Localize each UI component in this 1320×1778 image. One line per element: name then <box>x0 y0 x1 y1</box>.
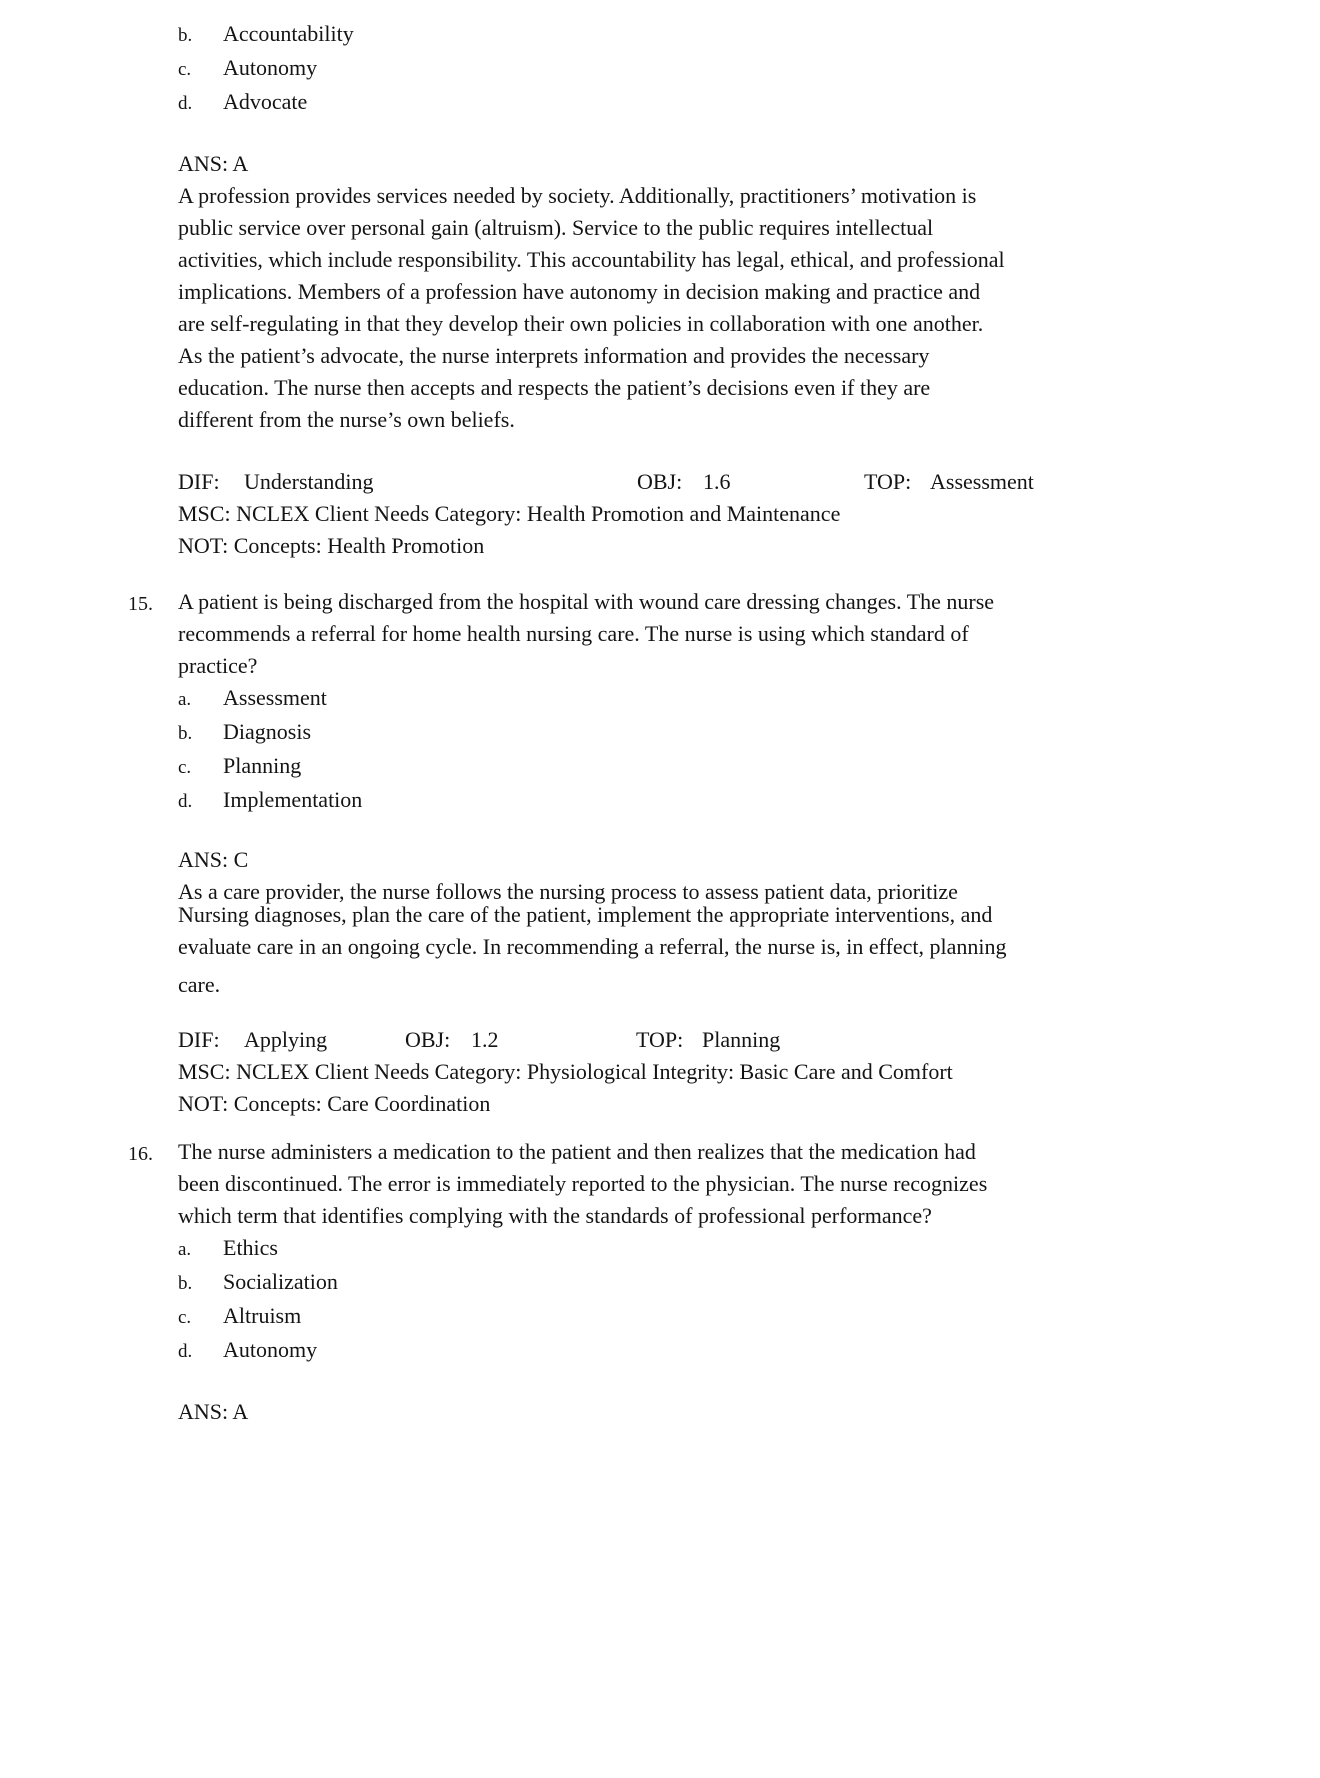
option-letter: d. <box>178 93 193 114</box>
obj-label: OBJ: <box>405 1027 451 1052</box>
option-letter: d. <box>178 1341 193 1362</box>
option-letter: b. <box>178 25 193 46</box>
answer-option <box>178 750 1320 784</box>
answer-option <box>178 1266 1320 1300</box>
msc-line: MSC: NCLEX Client Needs Category: Health Promotion and Maintenance <box>178 501 841 526</box>
option-text: Ethics <box>223 1235 278 1260</box>
question-14-block <box>0 18 1320 562</box>
obj-value: 1.2 <box>471 1027 499 1052</box>
question-number: 15. <box>128 593 153 615</box>
answer-line: ANS: A <box>178 151 249 176</box>
answer-line: ANS: C <box>178 847 249 872</box>
obj-cell <box>637 466 864 498</box>
answer-option <box>178 1334 1320 1368</box>
answer-option <box>178 716 1320 750</box>
not-line: NOT: Concepts: Care Coordination <box>178 1091 491 1116</box>
option-letter: c. <box>178 1307 192 1328</box>
option-text: Planning <box>223 753 302 778</box>
dif-cell <box>178 1024 405 1056</box>
dif-cell <box>178 466 637 498</box>
obj-label: OBJ: <box>637 469 683 494</box>
not-line: NOT: Concepts: Health Promotion <box>178 533 485 558</box>
option-letter: c. <box>178 59 192 80</box>
top-label: TOP: <box>636 1027 684 1052</box>
answer-option <box>178 18 1320 52</box>
question-text: The nurse administers a medication to the patient and then realizes that the medication had been discontinued. The error is immediately reported to the physician. The nurse recognizes which term that identifies complying with the standards of professional performance? <box>178 1139 988 1228</box>
option-text: Altruism <box>223 1303 302 1328</box>
option-text: Autonomy <box>223 1337 318 1362</box>
question-text: A patient is being discharged from the hospital with wound care dressing changes. The nurse recommends a referral for home health nursing care. The nurse is using which standard of practice? <box>178 589 995 678</box>
dif-label: DIF: <box>178 1027 220 1052</box>
answer-option <box>178 784 1320 818</box>
option-text: Autonomy <box>223 55 318 80</box>
dif-value: Applying <box>244 1027 328 1052</box>
question-15-block <box>0 586 1320 1120</box>
dif-label: DIF: <box>178 469 220 494</box>
answer-option <box>178 1232 1320 1266</box>
answer-option <box>178 52 1320 86</box>
answer-option <box>178 682 1320 716</box>
dif-obj-top-row <box>178 1024 1320 1056</box>
question-16-block <box>0 1136 1320 1428</box>
question-14-options <box>178 18 1320 120</box>
option-text: Implementation <box>223 787 363 812</box>
question-number: 16. <box>128 1143 153 1165</box>
question-16-stem <box>0 1136 1320 1232</box>
answer-option <box>178 86 1320 120</box>
option-text: Socialization <box>223 1269 338 1294</box>
question-15-stem <box>0 586 1320 682</box>
question-15-metadata <box>178 1024 1320 1120</box>
option-letter: a. <box>178 689 192 710</box>
option-text: Advocate <box>223 89 308 114</box>
question-16-options <box>178 1232 1320 1368</box>
question-15-options <box>178 682 1320 818</box>
answer-option <box>178 1300 1320 1334</box>
option-text: Accountability <box>223 21 354 46</box>
top-cell <box>636 1024 780 1056</box>
obj-value: 1.6 <box>703 469 731 494</box>
top-label: TOP: <box>864 469 912 494</box>
top-value: Assessment <box>930 469 1034 494</box>
dif-obj-top-row <box>178 466 1320 498</box>
option-letter: b. <box>178 723 193 744</box>
option-text: Assessment <box>223 685 327 710</box>
dif-value: Understanding <box>244 469 374 494</box>
option-letter: a. <box>178 1239 192 1260</box>
top-value: Planning <box>702 1027 781 1052</box>
top-cell <box>864 466 1034 498</box>
option-letter: d. <box>178 791 193 812</box>
option-text: Diagnosis <box>223 719 311 744</box>
answer-rationale: A profession provides services needed by society. Additionally, practitioners’ motivation is public service over personal gain (altruism). Service to the public requires intellectual activities, which include responsibility. This accountability has legal, ethical, and professional implications. Members of a profession have autonomy in decision making and practice and are self-regulating in that they develop their own policies in collaboration with one another. As the patient’s advocate, the nurse interprets information and provides the necessary education. The nurse then accepts and respects the patient’s decisions even if they are different from the nurse’s own beliefs. <box>178 183 1005 432</box>
obj-cell <box>405 1024 636 1056</box>
msc-line: MSC: NCLEX Client Needs Category: Physiological Integrity: Basic Care and Comfort <box>178 1059 953 1084</box>
option-letter: c. <box>178 757 192 778</box>
answer-rationale: As a care provider, the nurse follows the nursing process to assess patient data, prioritize Nursing diagnoses, plan the care of the patient, implement the appropriate interventions, and evaluate care in an ongoing cycle. In recommending a referral, the nurse is, in effect, planning care. <box>178 879 1007 997</box>
question-14-metadata <box>178 466 1320 562</box>
option-letter: b. <box>178 1273 193 1294</box>
answer-line: ANS: A <box>178 1399 249 1424</box>
